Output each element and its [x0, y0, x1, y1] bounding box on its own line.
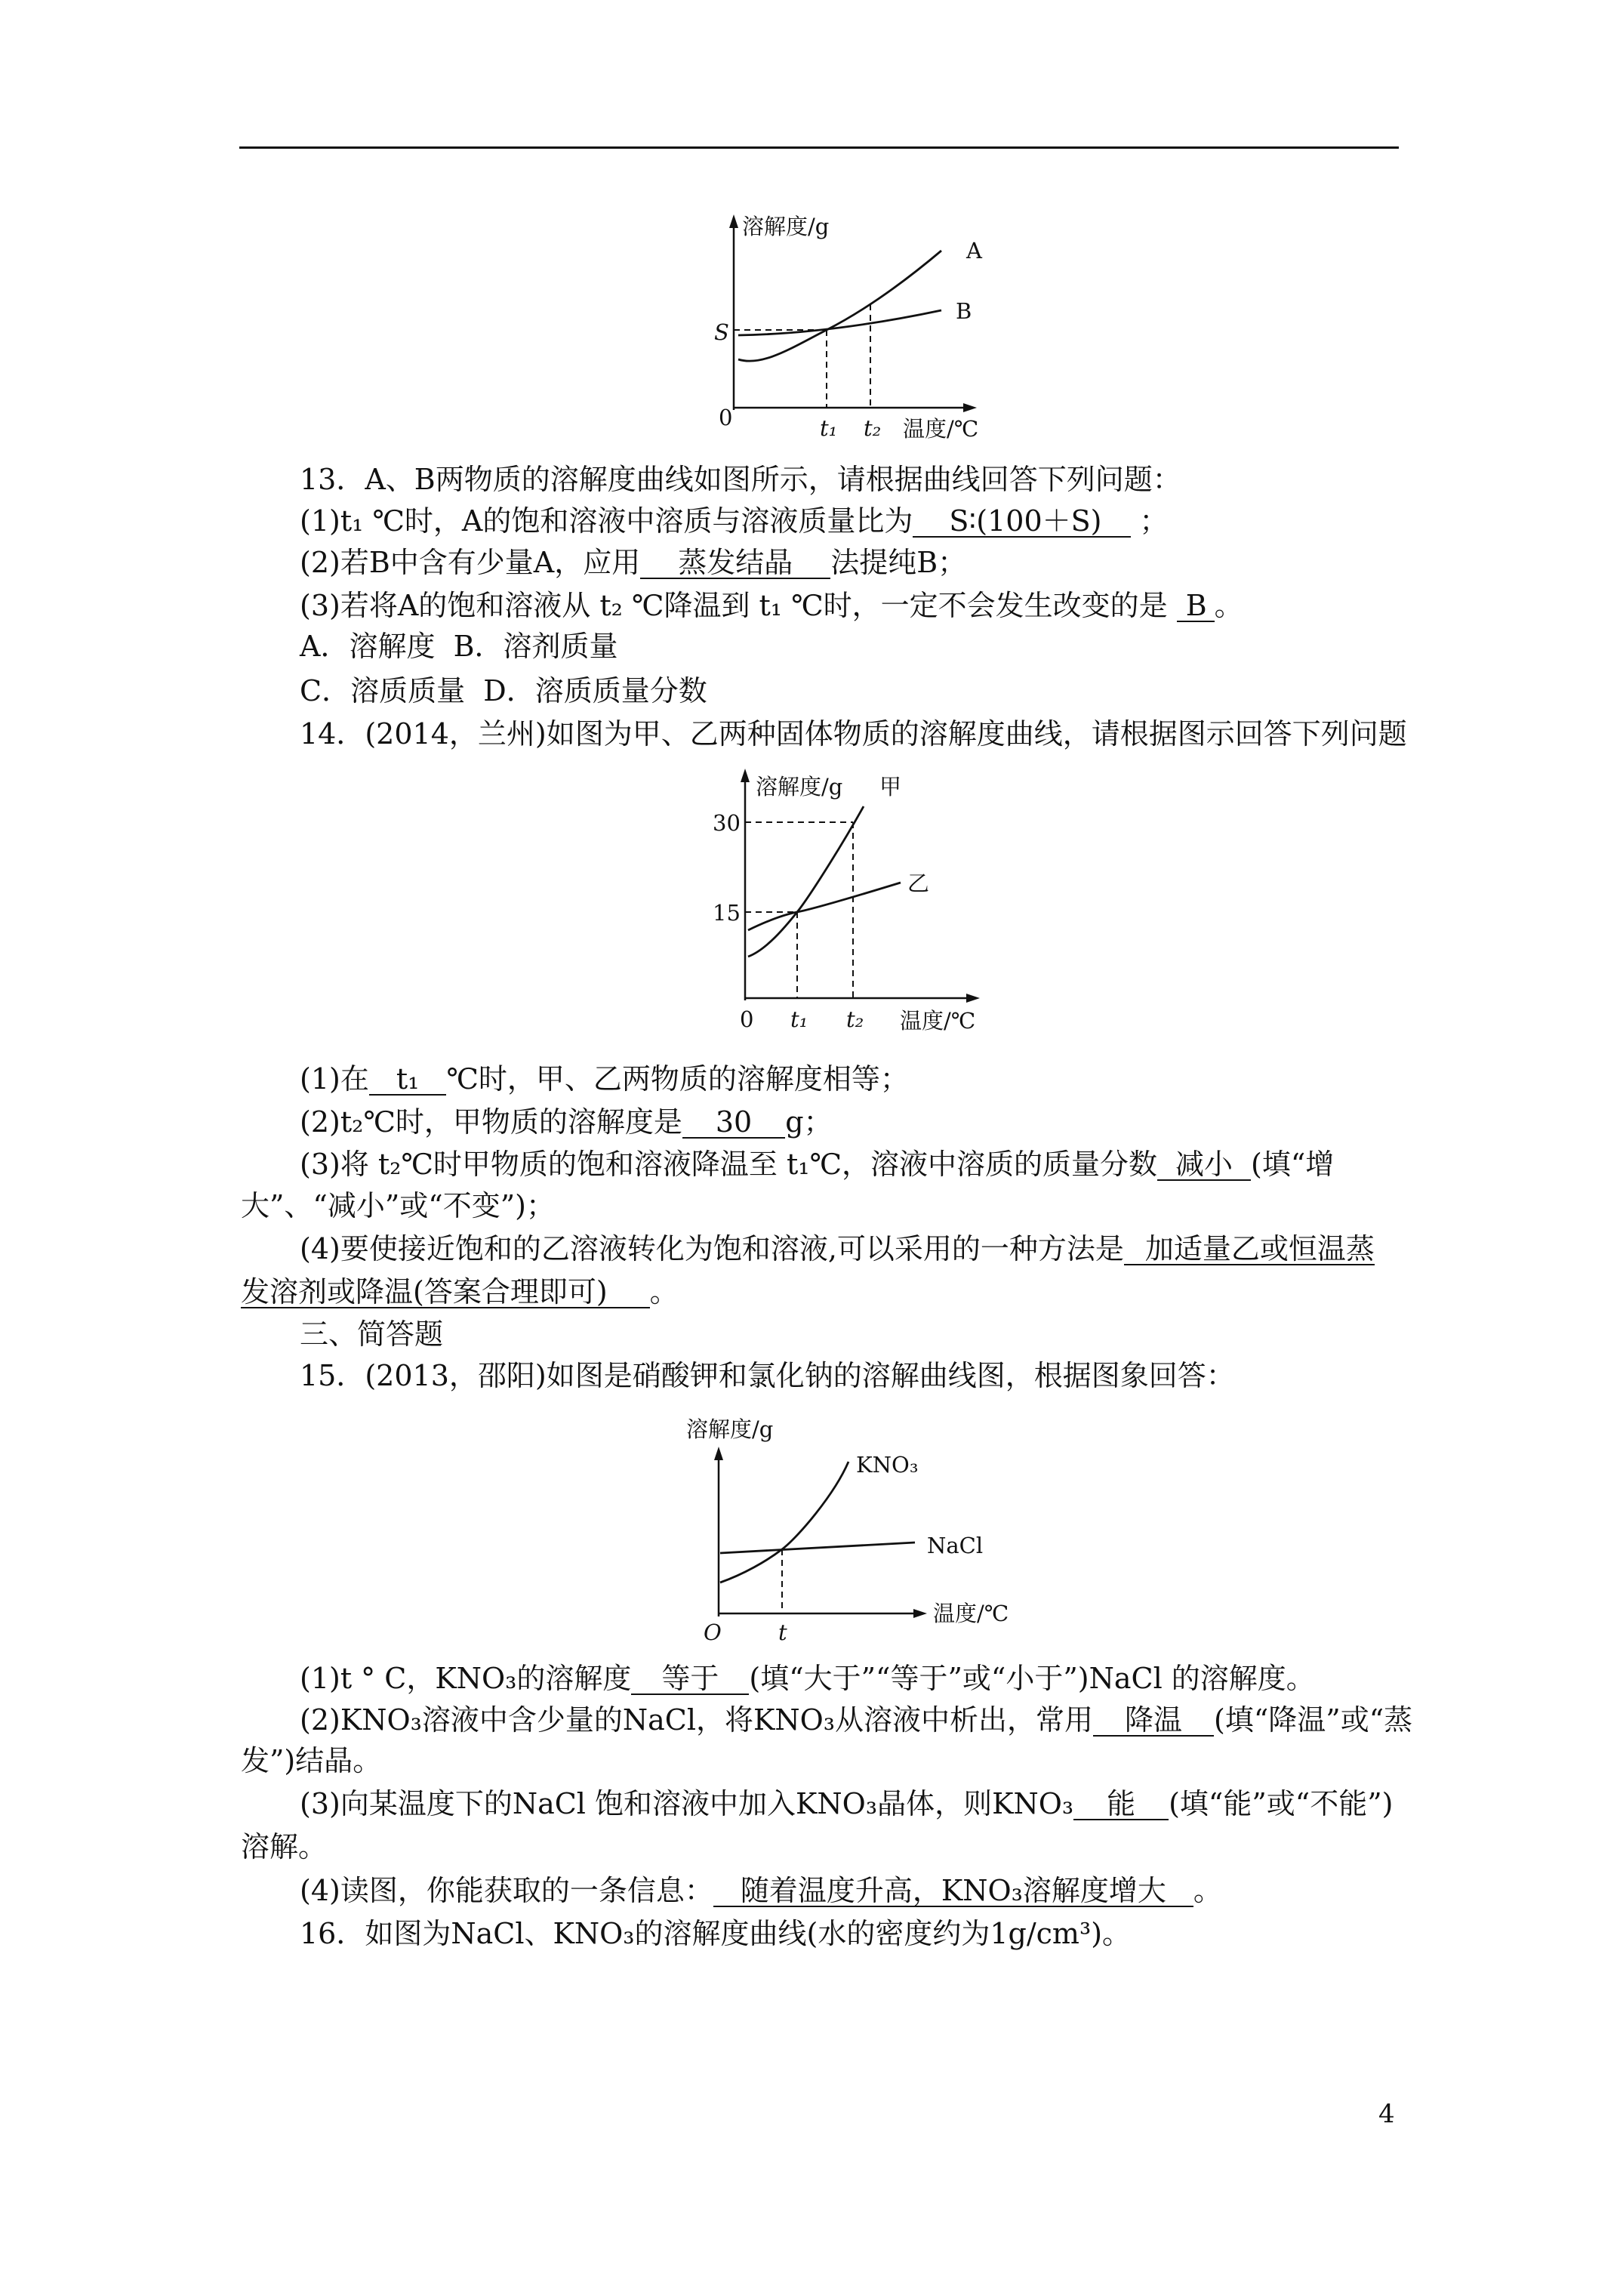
q15-part2-answer: 降温 [1093, 1705, 1214, 1737]
q13-part1 [300, 503, 1169, 539]
q15-part4-answer: 随着温度升高，KNO₃溶解度增大 [713, 1875, 1193, 1907]
q13-solubility-figure [679, 204, 1012, 453]
origin-label: 0 [740, 1006, 754, 1032]
q15-part3-answer: 能 [1073, 1789, 1169, 1820]
q15-part1-text: (1)t ° C，KNO₃的溶解度 [300, 1662, 632, 1695]
page-number: 4 [1378, 2099, 1395, 2129]
y-axis-arrow [714, 1447, 723, 1460]
q15-part2-end: (填“降温”或“蒸 [1214, 1703, 1413, 1737]
x-axis-arrow [913, 1609, 927, 1618]
q13-part3-end: 。 [1214, 589, 1243, 622]
q16-stem: 16．如图为NaCl、KNO₃的溶解度曲线(水的密度约为1g/cm³)。 [300, 1917, 1132, 1950]
curve-a [738, 251, 941, 361]
q14-part4-end: 。 [649, 1275, 679, 1308]
q13-part1-text: (1)t₁ ℃时，A的饱和溶液中溶质与溶液质量比为 [300, 504, 913, 538]
q14-part4 [300, 1231, 1375, 1267]
q14-part1-end: ℃时，甲、乙两物质的溶解度相等； [446, 1062, 909, 1096]
q13-part3 [300, 587, 1243, 624]
q15-part4-end: 。 [1193, 1874, 1222, 1907]
curve-jia-label: 甲 [879, 774, 902, 800]
curve-kno3 [720, 1462, 848, 1583]
q13-part2-text: (2)若B中含有少量A，应用 [300, 546, 641, 579]
t1-label: t₁ [820, 415, 838, 441]
origin-label: O [704, 1620, 722, 1645]
curve-a-label: A [966, 238, 982, 264]
q14-part3-answer: 减小 [1157, 1149, 1251, 1181]
q13-options-row2 [300, 673, 707, 709]
q13-part2-answer: 蒸发结晶 [640, 547, 830, 579]
q13-options-cd: C．溶质质量 D．溶质质量分数 [300, 674, 707, 707]
q14-part1-answer: t₁ [369, 1064, 447, 1096]
y-axis-label: 溶解度/g [742, 214, 830, 239]
tick-30-label: 30 [713, 810, 741, 836]
q15-part3-text: (3)向某温度下的NaCl 饱和溶液中加入KNO₃晶体，则KNO₃ [300, 1787, 1074, 1820]
q14-part4-continued [241, 1274, 679, 1310]
q13-options-ab: A．溶解度 B．溶剂质量 [300, 630, 618, 663]
q14-part3-continued [241, 1188, 555, 1224]
q13-stem: 13．A、B两物质的溶解度曲线如图所示，请根据曲线回答下列问题： [300, 463, 1181, 496]
q13-part2 [300, 544, 966, 581]
q14-stem: 14．(2014，兰州)如图为甲、乙两种固体物质的溶解度曲线，请根据图示回答下列问题 [300, 717, 1407, 750]
q13-part2-end: 法提纯B； [830, 546, 967, 579]
section-3-heading: 三、简答题 [300, 1318, 444, 1351]
q13-part1-end: ； [1139, 504, 1169, 538]
q15-part4-text: (4)读图，你能获取的一条信息： [300, 1874, 713, 1907]
q14-part3 [300, 1146, 1334, 1182]
y-axis-arrow [729, 214, 738, 228]
q13-part1-answer: S∶(100＋S) [913, 506, 1130, 538]
curve-yi-label: 乙 [907, 871, 930, 896]
q14-part3-end: (填“增 [1251, 1148, 1335, 1181]
tick-15-label: 15 [713, 900, 741, 926]
t2-label: t₂ [864, 415, 882, 441]
q15-part2-cont-text: 发”)结晶。 [241, 1744, 382, 1777]
q15-part2-text: (2)KNO₃溶液中含少量的NaCl，将KNO₃从溶液中析出，常用 [300, 1703, 1094, 1737]
q14-part2 [300, 1104, 833, 1140]
x-axis-arrow [966, 994, 980, 1003]
q14-part2-text: (2)t₂℃时，甲物质的溶解度是 [300, 1105, 682, 1139]
x-axis-label: 温度/℃ [903, 416, 979, 442]
q15-solubility-figure [672, 1404, 1034, 1653]
q14-part2-end: g； [785, 1105, 833, 1139]
q15-stem: 15．(2013，邵阳)如图是硝酸钾和氯化钠的溶解曲线图，根据图象回答： [300, 1359, 1235, 1392]
q14-part1-text: (1)在 [300, 1062, 369, 1096]
q15-part3 [300, 1786, 1393, 1822]
y-axis-label: 溶解度/g [756, 774, 843, 800]
curve-nacl [720, 1542, 915, 1553]
q14-part3-text: (3)将 t₂℃时甲物质的饱和溶液降温至 t₁℃，溶液中溶质的质量分数 [300, 1148, 1158, 1181]
t2-label: t₂ [846, 1006, 864, 1032]
curve-nacl-label: NaCl [927, 1533, 984, 1558]
q14-part3-cont-text: 大”、“减小”或“不变”)； [241, 1189, 555, 1222]
x-axis-label: 温度/℃ [900, 1008, 976, 1034]
header-rule [239, 146, 1399, 149]
q14-part4-answer-line1: 加适量乙或恒温蒸 [1124, 1234, 1375, 1265]
q14-part4-answer-line2: 发溶剂或降温(答案合理即可) [241, 1277, 650, 1308]
y-axis-label: 溶解度/g [686, 1416, 774, 1442]
q15-part1-end: (填“大于”“等于”或“小于”)NaCl 的溶解度。 [749, 1662, 1315, 1695]
q15-part1-answer: 等于 [631, 1663, 749, 1695]
q13-part3-text: (3)若将A的饱和溶液从 t₂ ℃降温到 t₁ ℃时，一定不会发生改变的是 [300, 589, 1177, 622]
curve-kno3-label: KNO₃ [856, 1452, 919, 1478]
curve-b-label: B [956, 298, 972, 324]
x-axis-arrow [963, 403, 977, 412]
q13-part3-answer: B [1177, 590, 1215, 622]
q13-options-row1 [300, 628, 618, 664]
q15-part3-continued [241, 1829, 327, 1865]
q14-solubility-figure [702, 755, 1004, 1034]
q15-part4 [300, 1872, 1222, 1909]
q15-part2 [300, 1702, 1412, 1738]
q15-part1 [300, 1660, 1315, 1697]
curve-jia [748, 806, 864, 957]
origin-label: 0 [719, 405, 733, 430]
s-label: S [714, 319, 729, 345]
q15-part2-continued [241, 1743, 381, 1779]
q14-part4-text: (4)要使接近饱和的乙溶液转化为饱和溶液,可以采用的一种方法是 [300, 1232, 1124, 1265]
x-axis-label: 温度/℃ [933, 1601, 1009, 1626]
y-axis-arrow [741, 769, 750, 782]
q15-part3-cont-text: 溶解。 [241, 1830, 328, 1863]
curve-yi [748, 883, 901, 930]
q14-part1 [300, 1061, 909, 1097]
t1-label: t₁ [790, 1006, 808, 1032]
q14-part2-answer: 30 [682, 1107, 785, 1139]
t-label: t [778, 1620, 787, 1645]
q15-part3-end: (填“能”或“不能”) [1169, 1787, 1394, 1820]
